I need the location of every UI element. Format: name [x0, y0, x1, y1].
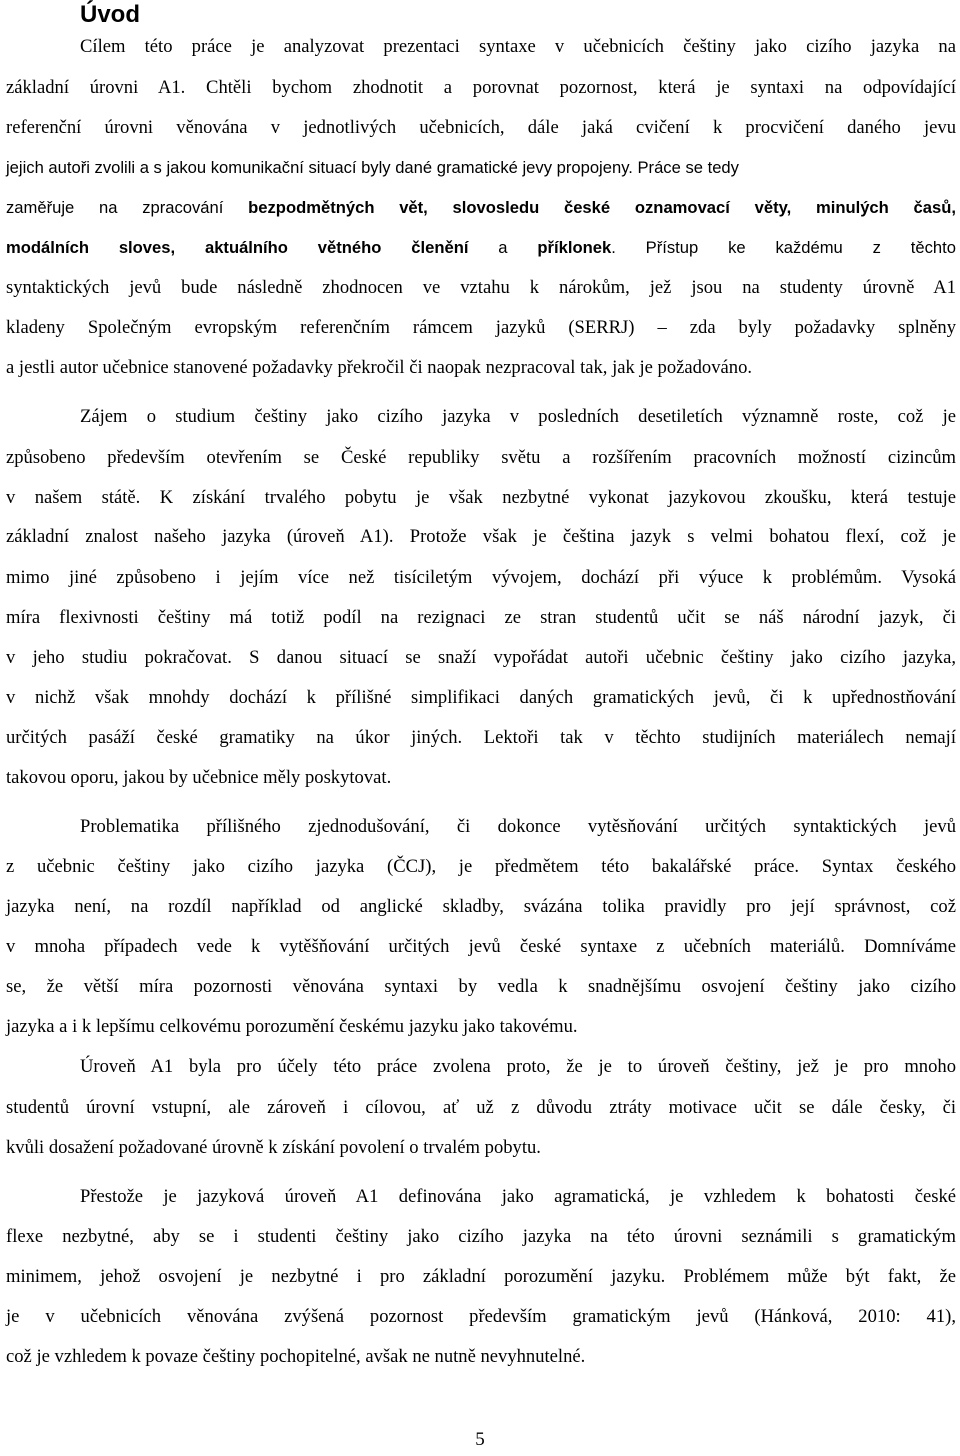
text-line — [6, 156, 956, 180]
text-line: v našem státě. K získání trvalého pobytu je však nezbytné vykonat jazykovou zkoušku, která testuje — [6, 487, 956, 508]
text-span: zaměřuje na zpracování — [6, 198, 249, 217]
text-span: jejich autoři zvolili a s jakou komunikační situací byly dané gramatické jevy propojeny. — [6, 158, 633, 177]
text-span: a — [468, 238, 538, 257]
text-line: v nichž však mnohdy dochází k přílišné simplifikaci daných gramatických jevů, či k upřednostňování — [6, 687, 956, 708]
text-line: Úroveň A1 byla pro účely této práce zvolena proto, že je to úroveň češtiny, jež je pro mnoho — [80, 1056, 956, 1077]
text-line: jazyka a i k lepšímu celkovému porozumění českému jazyku jako takovému. — [6, 1016, 578, 1037]
text-line: flexe nezbytné, aby se i studenti češtiny jako cizího jazyka na této úrovni seznámili s gramatickým — [6, 1226, 956, 1247]
text-line: v jeho studiu pokračovat. S danou situací se snaží vypořádat autoři učebnic češtiny jako cizího jazyka, — [6, 647, 956, 668]
text-line: kladeny Společným evropským referenčním rámcem jazyků (SERRJ) – zda byly požadavky splněny — [6, 317, 956, 338]
text-line: způsobeno především otevřením se České republiky světu a rozšířením pracovních možností cizincům — [6, 447, 956, 468]
text-span: . Přístup ke každému z těchto — [611, 238, 957, 257]
text-line: základní úrovni A1. Chtěli bychom zhodnotit a porovnat pozornost, která je syntaxi na odpovídající — [6, 77, 956, 98]
bold-text: bezpodmětných vět, slovosledu české oznamovací věty, minulých časů, — [248, 198, 956, 217]
text-line: v mnoha případech vede k vytěšňování určitých jevů české syntaxe z učebních materiálů. Domníváme — [6, 936, 956, 957]
text-line: což je vzhledem k povaze češtiny pochopitelné, avšak ne nutně nevyhnutelné. — [6, 1346, 586, 1367]
text-line: Zájem o studium češtiny jako cizího jazyka v posledních desetiletích významně roste, což je — [80, 406, 956, 427]
text-line: základní znalost našeho jazyka (úroveň A1). Protože však je čeština jazyk s velmi bohatou flexí, což je — [6, 526, 956, 547]
text-line: jazyka není, na rozdíl například od anglické skladby, svázána tolika pravidly pro její správnost, což — [6, 896, 956, 917]
bold-text: modálních sloves, aktuálního větného členění — [6, 238, 469, 257]
text-line: syntaktických jevů bude následně zhodnocen ve vztahu k nárokům, jež jsou na studenty úrovně A1 — [6, 277, 956, 298]
text-line — [6, 236, 956, 260]
text-line: z učebnic češtiny jako cizího jazyka (ČCJ), je předmětem této bakalářské práce. Syntax českého — [6, 856, 956, 877]
text-line: takovou oporu, jakou by učebnice měly poskytovat. — [6, 767, 392, 788]
text-line: Cílem této práce je analyzovat prezentaci syntaxe v učebnicích češtiny jako cizího jazyka na — [80, 36, 956, 57]
text-line: Problematika přílišného zjednodušování, či dokonce vytěsňování určitých syntaktických jevů — [80, 816, 956, 837]
text-line: a jestli autor učebnice stanovené požadavky překročil či naopak nezpracoval tak, jak je požadováno. — [6, 357, 753, 378]
text-line: je v učebnicích věnována zvýšená pozornost především gramatickým jevů (Hánková, 2010: 41), — [6, 1306, 956, 1327]
text-line: míra flexivnosti češtiny má totiž podíl na rezignaci ze stran studentů učit se náš národní jazyk, či — [6, 607, 956, 628]
text-line: kvůli dosažení požadované úrovně k získání povolení o trvalém pobytu. — [6, 1137, 541, 1158]
text-line — [6, 196, 956, 220]
text-line: referenční úrovni věnována v jednotlivých učebnicích, dále jaká cvičení k procvičení daného jevu — [6, 117, 956, 138]
text-line: Přestože je jazyková úroveň A1 definována jako agramatická, je vzhledem k bohatosti české — [80, 1186, 956, 1207]
text-line: se, že větší míra pozornosti věnována syntaxi by vedla k snadnějšímu osvojení češtiny jako cizího — [6, 976, 956, 997]
text-line: určitých pasáží české gramatiky na úkor jiných. Lektoři tak v těchto studijních materiálech nemají — [6, 727, 956, 748]
bold-text: příklonek — [537, 238, 612, 257]
section-heading: Úvod — [80, 1, 140, 28]
text-span: Práce se tedy — [632, 158, 739, 177]
text-line: minimem, jehož osvojení je nezbytné i pro základní porozumění jazyku. Problémem může být fakt, že — [6, 1266, 956, 1287]
text-line: studentů úrovní vstupní, ale zároveň i cílovou, ať už z důvodu ztráty motivace učit se dále česky, či — [6, 1097, 956, 1118]
text-line: mimo jiné způsobeno i jejím více než tisíciletým vývojem, dochází při výuce k problémům. Vysoká — [6, 567, 956, 588]
page-number: 5 — [475, 1429, 485, 1450]
